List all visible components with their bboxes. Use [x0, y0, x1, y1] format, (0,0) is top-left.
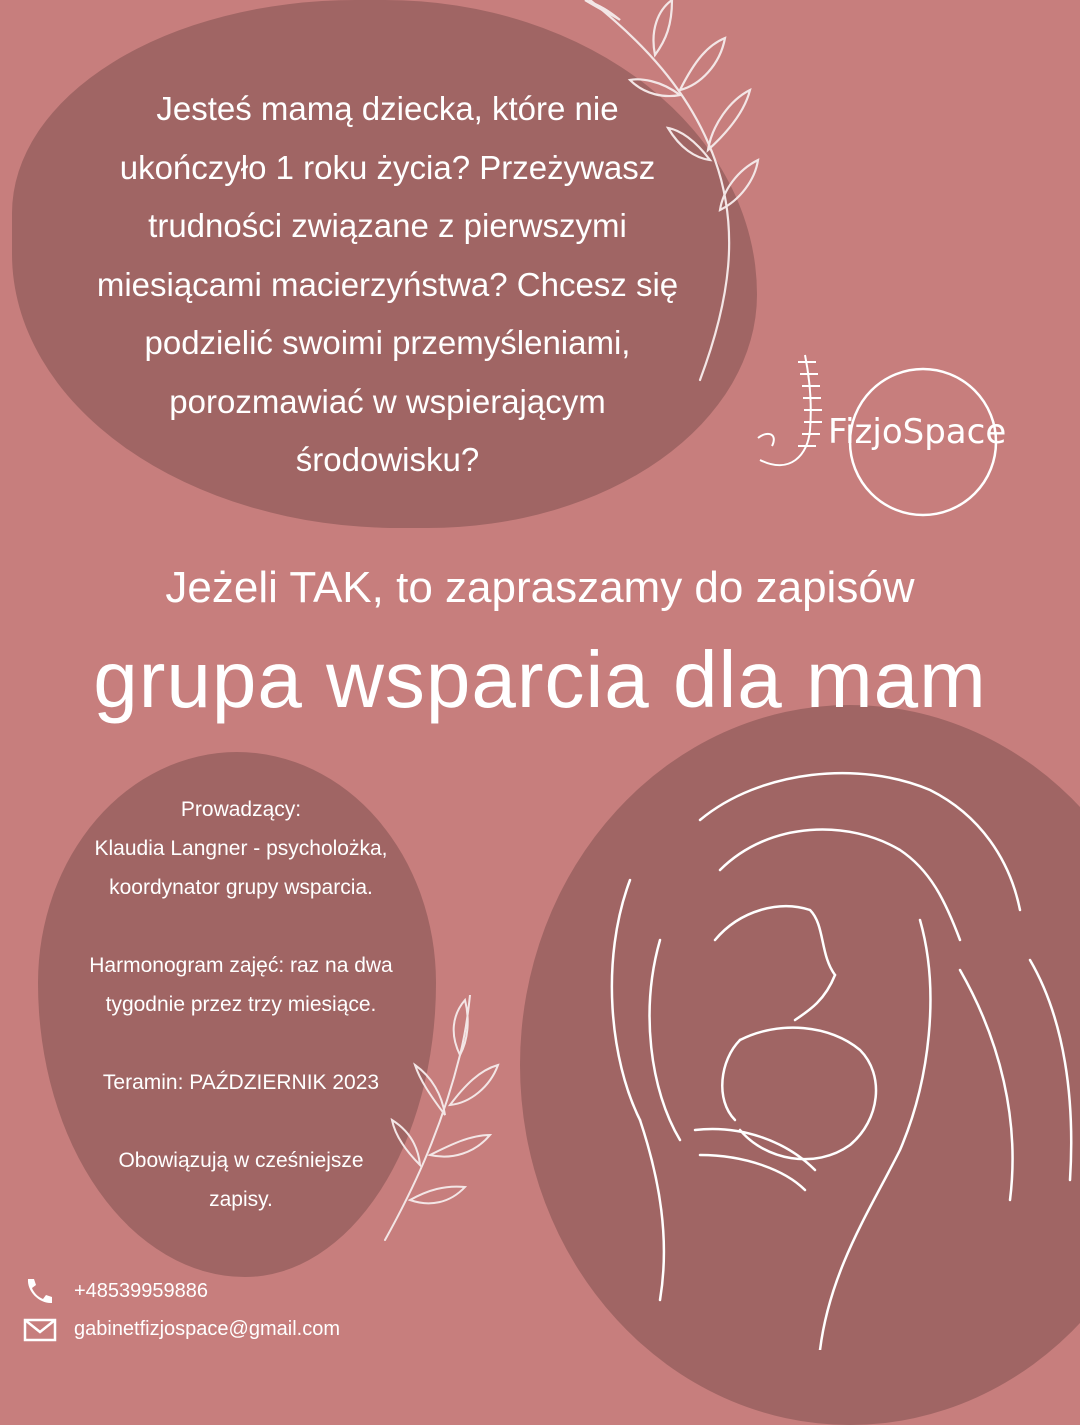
question-line: środowisku?: [295, 441, 480, 478]
leader-role: koordynator grupy wsparcia.: [109, 876, 373, 899]
question-line: Jesteś mamą dziecka, które nie: [156, 90, 619, 127]
contact-phone-row[interactable]: [22, 1272, 340, 1310]
contact-email-row[interactable]: [22, 1310, 340, 1348]
logo-text: FizjoSpace: [828, 412, 1007, 452]
contact-block: [22, 1272, 340, 1348]
term-text: Teramin: PAŹDZIERNIK 2023: [102, 1071, 380, 1094]
intro-question: [60, 80, 715, 490]
question-line: miesiącami macierzyństwa? Chcesz się: [96, 265, 679, 303]
leader-name: Klaudia Langner - psycholożka,: [94, 837, 388, 860]
note-line: zapisy.: [209, 1188, 273, 1211]
email-address[interactable]: gabinetfizjospace@gmail.com: [74, 1317, 340, 1340]
question-line: ukończyło 1 roku życia? Przeżywasz: [119, 148, 656, 186]
question-line: trudności związane z pierwszymi: [148, 207, 627, 244]
schedule-line: Harmonogram zajęć: raz na dwa: [89, 954, 393, 977]
leader-label: Prowadzący:: [180, 798, 302, 821]
phone-icon: [22, 1276, 58, 1306]
question-line: podzielić swoimi przemyśleniami,: [144, 324, 631, 361]
phone-number[interactable]: +48539959886: [74, 1279, 209, 1302]
schedule-line: tygodnie przez trzy miesiące.: [105, 993, 377, 1016]
note-line: Obowiązują w cześniejsze: [118, 1149, 364, 1172]
question-line: porozmawiać w wspierającym: [169, 382, 606, 420]
invite-text: Jeżeli TAK, to zapraszamy do zapisów: [165, 563, 915, 612]
spine-icon: [758, 355, 822, 465]
mail-icon: [22, 1314, 58, 1344]
headline: grupa wsparcia dla mam: [93, 635, 987, 724]
mother-baby-illustration: [600, 760, 1080, 1350]
info-block: [55, 790, 427, 1219]
